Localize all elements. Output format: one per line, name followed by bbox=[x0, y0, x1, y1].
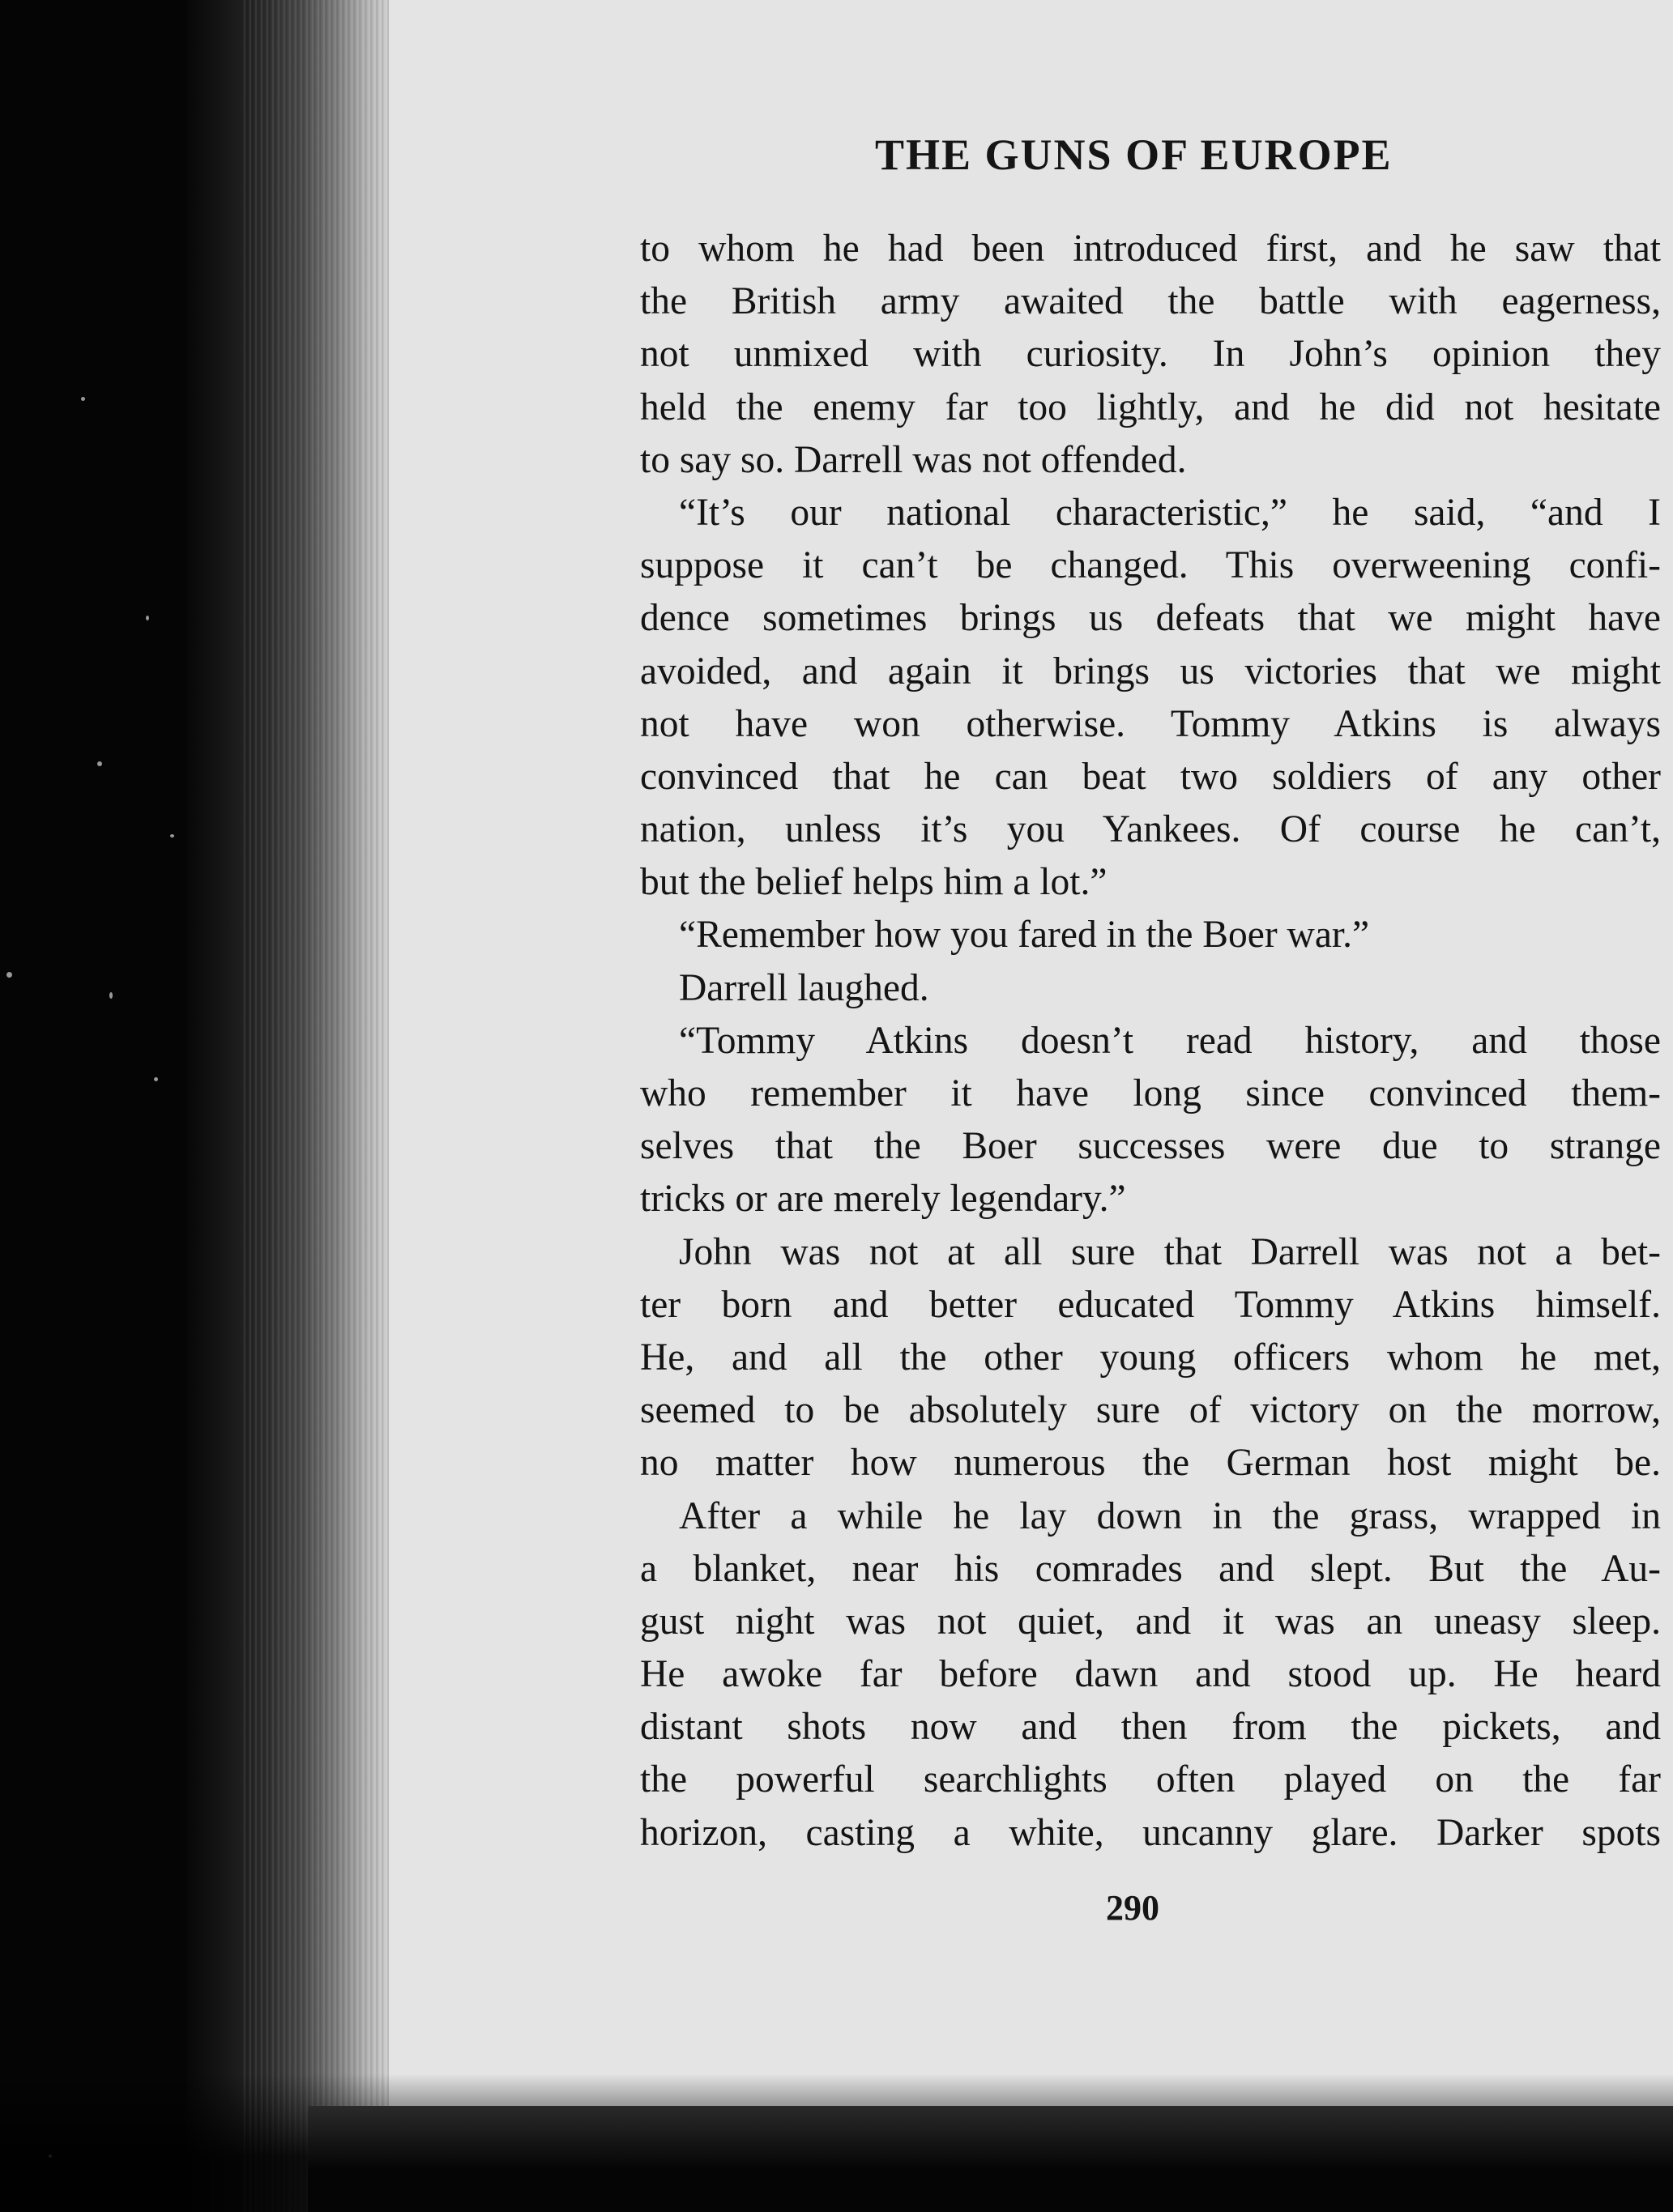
text-line: not unmixed with curiosity. In John’s opinion they bbox=[640, 333, 1661, 376]
text-line: John was not at all sure that Darrell was not a bet- bbox=[679, 1230, 1661, 1273]
text-line: selves that the Boer successes were due to strange bbox=[640, 1125, 1661, 1168]
text-line: “Tommy Atkins doesn’t read history, and those bbox=[679, 1019, 1661, 1062]
text-line: the powerful searchlights often played on the far bbox=[640, 1758, 1661, 1801]
text-line: avoided, and again it brings us victories that we might bbox=[640, 650, 1661, 693]
text-line: a blanket, near his comrades and slept. But the Au- bbox=[640, 1547, 1661, 1590]
dust-speck bbox=[81, 397, 85, 401]
text-line: but the belief helps him a lot.” bbox=[640, 861, 1108, 904]
text-line: convinced that he can beat two soldiers of any other bbox=[640, 755, 1661, 798]
text-line: to say so. Darrell was not offended. bbox=[640, 438, 1187, 481]
text-line: distant shots now and then from the pickets, and bbox=[640, 1706, 1661, 1749]
page-edge-streaks bbox=[243, 0, 397, 2212]
text-line: dence sometimes brings us defeats that we might have bbox=[640, 597, 1661, 640]
scan-left-margin bbox=[0, 0, 186, 2212]
text-line: suppose it can’t be changed. This overweening confi- bbox=[640, 544, 1661, 587]
text-line: not have won otherwise. Tommy Atkins is always bbox=[640, 702, 1661, 745]
dust-speck bbox=[6, 972, 12, 978]
text-line: who remember it have long since convinced them- bbox=[640, 1072, 1661, 1115]
page-number: 290 bbox=[1106, 1888, 1159, 1928]
running-head: THE GUNS OF EUROPE bbox=[875, 130, 1393, 179]
text-line: to whom he had been introduced first, and he saw that bbox=[640, 228, 1661, 270]
text-line: After a while he lay down in the grass, wrapped in bbox=[679, 1494, 1661, 1537]
dust-speck bbox=[154, 1077, 158, 1081]
text-line: seemed to be absolutely sure of victory on the morrow, bbox=[640, 1389, 1661, 1432]
text-line: the British army awaited the battle with eagerness, bbox=[640, 280, 1661, 323]
dust-speck bbox=[146, 616, 149, 620]
text-line: ter born and better educated Tommy Atkins himself. bbox=[640, 1283, 1661, 1326]
text-line: He, and all the other young officers whom he met, bbox=[640, 1336, 1661, 1379]
dust-speck bbox=[170, 834, 174, 837]
body-text bbox=[640, 223, 1661, 1860]
text-line: nation, unless it’s you Yankees. Of course he can’t, bbox=[640, 808, 1661, 851]
text-line: horizon, casting a white, uncanny glare. Darker spots bbox=[640, 1811, 1661, 1854]
dust-speck bbox=[109, 992, 113, 999]
scan-bottom-margin bbox=[308, 2106, 1673, 2212]
text-line: no matter how numerous the German host might be. bbox=[640, 1442, 1661, 1485]
text-line: gust night was not quiet, and it was an uneasy sleep. bbox=[640, 1600, 1661, 1643]
dust-speck bbox=[97, 761, 102, 766]
text-line: tricks or are merely legendary.” bbox=[640, 1178, 1126, 1221]
text-line: He awoke far before dawn and stood up. He heard bbox=[640, 1653, 1661, 1696]
text-line: held the enemy far too lightly, and he did not hesitate bbox=[640, 386, 1661, 428]
text-line: “It’s our national characteristic,” he said, “and I bbox=[679, 491, 1661, 534]
text-line: “Remember how you fared in the Boer war.” bbox=[679, 914, 1370, 957]
text-line: Darrell laughed. bbox=[679, 966, 929, 1009]
